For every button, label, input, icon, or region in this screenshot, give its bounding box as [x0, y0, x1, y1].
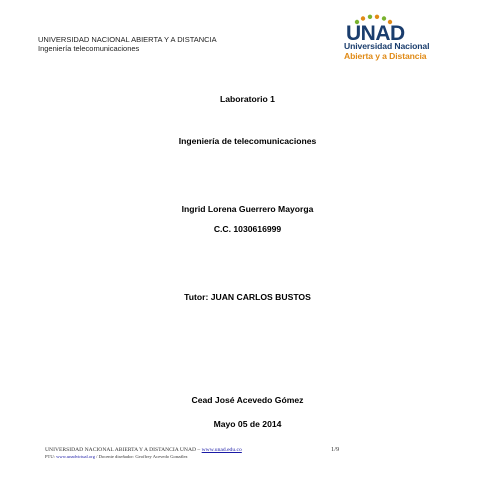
- page-number: 1/9: [331, 446, 340, 453]
- footer-unad-link[interactable]: www.unad.edu.co: [201, 447, 242, 453]
- page-footer: [45, 447, 242, 459]
- footer-line1: [45, 447, 242, 453]
- cead-center: Cead José Acevedo Gómez: [191, 395, 304, 405]
- student-id: C.C. 1030616999: [213, 224, 282, 234]
- unad-logo: [344, 14, 448, 72]
- tutor-name: Tutor: JUAN CARLOS BUSTOS: [184, 292, 311, 302]
- footer-university: UNIVERSIDAD NACIONAL ABIERTA Y A DISTANCIA UNAD –: [45, 447, 202, 453]
- logo-line1: Universidad Nacional: [344, 41, 430, 51]
- student-name: Ingrid Lorena Guerrero Mayorga: [181, 204, 314, 214]
- footer-ptu-label: PTU:: [45, 454, 57, 459]
- logo-line2: Abierta y a Distancia: [344, 51, 427, 61]
- header-university: UNIVERSIDAD NACIONAL ABIERTA Y A DISTANCIA: [38, 35, 217, 44]
- logo-wordmark: UNAD: [346, 22, 405, 42]
- header-program: Ingeniería telecomunicaciones: [38, 44, 140, 53]
- footer-line2: [45, 454, 242, 459]
- document-subject: Ingeniería de telecomunicaciones: [178, 136, 317, 146]
- footer-virtual-link[interactable]: www.unadvirtual.org: [56, 454, 96, 459]
- unad-logo-mark: [344, 14, 448, 42]
- document-date: Mayo 05 de 2014: [213, 419, 282, 429]
- page-header: [38, 35, 217, 53]
- footer-designer: / Docente diseñador: Geoffrey Acevedo González: [95, 454, 188, 459]
- document-title: Laboratorio 1: [220, 94, 275, 104]
